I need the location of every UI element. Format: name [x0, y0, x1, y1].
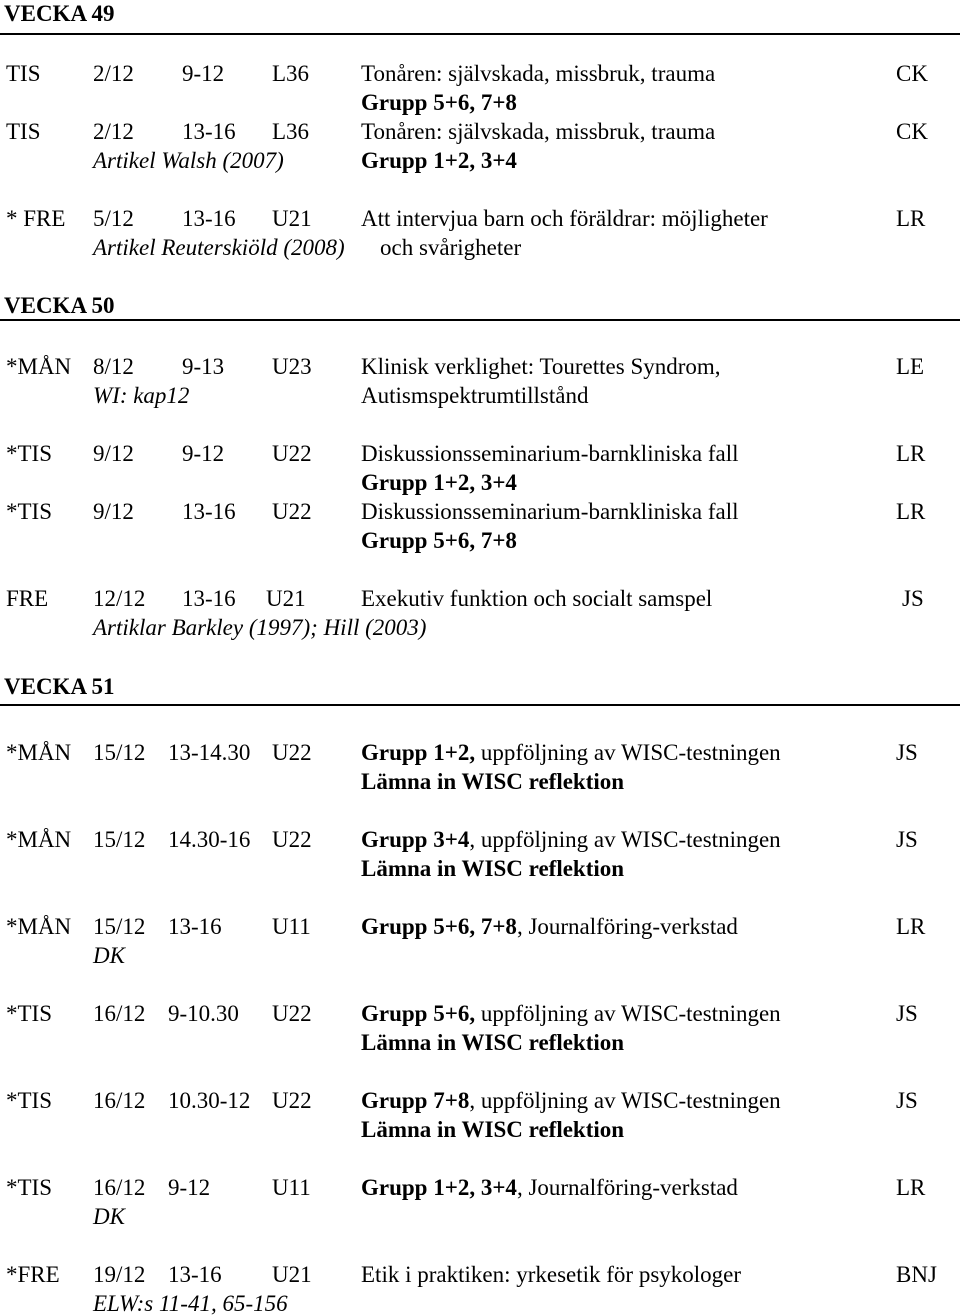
- week-heading: VECKA 51: [4, 674, 115, 699]
- session-topic: , Journalföring-verkstad: [516, 914, 738, 939]
- session-title-cont: och svårigheter: [380, 235, 522, 260]
- session-title: Klinisk verklighet: Tourettes Syndrom,: [361, 354, 721, 379]
- day: *FRE: [6, 1262, 60, 1287]
- time: 9-13: [182, 354, 225, 379]
- teacher: LR: [896, 914, 926, 939]
- assignment-note: Lämna in WISC reflektion: [361, 1030, 625, 1055]
- day: FRE: [6, 586, 49, 611]
- reading-note: DK: [93, 943, 125, 968]
- teacher: LR: [896, 1175, 926, 1200]
- week-heading: VECKA 49: [4, 1, 115, 26]
- session-title: [361, 741, 781, 764]
- date: 15/12: [93, 740, 146, 765]
- session-title: Tonåren: självskada, missbruk, trauma: [361, 119, 716, 144]
- reading-note: Artikel Reuterskiöld (2008): [93, 235, 345, 260]
- session-title: Diskussionsseminarium-barnkliniska fall: [361, 499, 739, 524]
- day: *MÅN: [6, 354, 72, 379]
- session-title: Tonåren: självskada, missbruk, trauma: [361, 61, 716, 86]
- session-title: Diskussionsseminarium-barnkliniska fall: [361, 441, 739, 466]
- time: 9-12: [182, 61, 225, 86]
- session-title: [361, 828, 781, 851]
- teacher: LR: [896, 441, 926, 466]
- session-title: Etik i praktiken: yrkesetik för psykologer: [361, 1262, 742, 1287]
- session-topic: , uppföljning av WISC-testningen: [469, 1088, 781, 1113]
- teacher: LE: [896, 354, 925, 379]
- reading-note: ELW:s 11-41, 65-156: [93, 1291, 288, 1316]
- session-title: [361, 1176, 738, 1199]
- day: * FRE: [6, 206, 66, 231]
- teacher: CK: [896, 61, 928, 86]
- group: Grupp 3+4: [361, 827, 470, 852]
- session-topic: uppföljning av WISC-testningen: [480, 1001, 781, 1026]
- day: TIS: [6, 119, 41, 144]
- room: U22: [272, 1088, 312, 1113]
- date: 5/12: [93, 206, 134, 231]
- room: U22: [272, 441, 312, 466]
- room: U21: [266, 586, 306, 611]
- room: U23: [272, 354, 312, 379]
- room: L36: [272, 61, 310, 86]
- time: 13-16: [182, 119, 236, 144]
- time: 9-10.30: [168, 1001, 239, 1026]
- group: Grupp 5+6, 7+8: [361, 914, 517, 939]
- teacher: JS: [896, 1088, 918, 1113]
- teacher: BNJ: [896, 1262, 937, 1287]
- room: U11: [272, 1175, 311, 1200]
- time: 13-16: [182, 206, 236, 231]
- time: 13-14.30: [168, 740, 251, 765]
- reading-note: DK: [93, 1204, 125, 1229]
- assignment-note: Lämna in WISC reflektion: [361, 1117, 625, 1142]
- date: 9/12: [93, 441, 134, 466]
- group: Grupp 5+6, 7+8: [361, 528, 517, 553]
- room: U22: [272, 499, 312, 524]
- date: 8/12: [93, 354, 134, 379]
- session-title: [361, 1089, 781, 1112]
- teacher: LR: [896, 206, 926, 231]
- group: Grupp 5+6,: [361, 1001, 476, 1026]
- week-divider: [0, 704, 960, 706]
- date: 2/12: [93, 61, 134, 86]
- group: Grupp 5+6, 7+8: [361, 90, 517, 115]
- session-title: [361, 915, 738, 938]
- date: 2/12: [93, 119, 134, 144]
- group: Grupp 1+2, 3+4: [361, 148, 517, 173]
- room: U22: [272, 1001, 312, 1026]
- date: 16/12: [93, 1088, 146, 1113]
- reading-note: Artikel Walsh (2007): [93, 148, 284, 173]
- week-divider: [0, 33, 960, 35]
- date: 16/12: [93, 1001, 146, 1026]
- group: Grupp 1+2, 3+4: [361, 1175, 517, 1200]
- room: U22: [272, 740, 312, 765]
- time: 14.30-16: [168, 827, 251, 852]
- room: U22: [272, 827, 312, 852]
- teacher: JS: [896, 1001, 918, 1026]
- group: Grupp 1+2, 3+4: [361, 470, 517, 495]
- date: 12/12: [93, 586, 146, 611]
- room: U21: [272, 206, 312, 231]
- teacher: JS: [896, 827, 918, 852]
- time: 13-16: [168, 914, 222, 939]
- teacher: JS: [902, 586, 924, 611]
- session-title: Exekutiv funktion och socialt samspel: [361, 586, 713, 611]
- day: *TIS: [6, 1175, 52, 1200]
- time: 13-16: [182, 586, 236, 611]
- session-title-cont: Autismspektrumtillstånd: [361, 383, 589, 408]
- assignment-note: Lämna in WISC reflektion: [361, 769, 625, 794]
- time: 9-12: [168, 1175, 211, 1200]
- session-title: Att intervjua barn och föräldrar: möjligheter: [361, 206, 768, 231]
- day: *MÅN: [6, 740, 72, 765]
- day: *TIS: [6, 1001, 52, 1026]
- room: U11: [272, 914, 311, 939]
- session-topic: , uppföljning av WISC-testningen: [469, 827, 781, 852]
- time: 13-16: [168, 1262, 222, 1287]
- date: 16/12: [93, 1175, 146, 1200]
- week-heading: VECKA 50: [4, 293, 115, 318]
- date: 9/12: [93, 499, 134, 524]
- day: *TIS: [6, 441, 52, 466]
- session-title: [361, 1002, 781, 1025]
- group: Grupp 7+8: [361, 1088, 470, 1113]
- time: 10.30-12: [168, 1088, 251, 1113]
- assignment-note: Lämna in WISC reflektion: [361, 856, 625, 881]
- teacher: JS: [896, 740, 918, 765]
- session-topic: uppföljning av WISC-testningen: [480, 740, 781, 765]
- teacher: LR: [896, 499, 926, 524]
- day: *TIS: [6, 499, 52, 524]
- date: 15/12: [93, 914, 146, 939]
- session-topic: , Journalföring-verkstad: [516, 1175, 738, 1200]
- date: 15/12: [93, 827, 146, 852]
- time: 13-16: [182, 499, 236, 524]
- reading-note: WI: kap12: [93, 383, 190, 408]
- room: U21: [272, 1262, 312, 1287]
- week-divider: [0, 319, 960, 321]
- time: 9-12: [182, 441, 225, 466]
- day: *TIS: [6, 1088, 52, 1113]
- date: 19/12: [93, 1262, 146, 1287]
- reading-note: Artiklar Barkley (1997); Hill (2003): [93, 615, 427, 640]
- teacher: CK: [896, 119, 928, 144]
- day: *MÅN: [6, 914, 72, 939]
- group: Grupp 1+2,: [361, 740, 476, 765]
- day: TIS: [6, 61, 41, 86]
- room: L36: [272, 119, 310, 144]
- day: *MÅN: [6, 827, 72, 852]
